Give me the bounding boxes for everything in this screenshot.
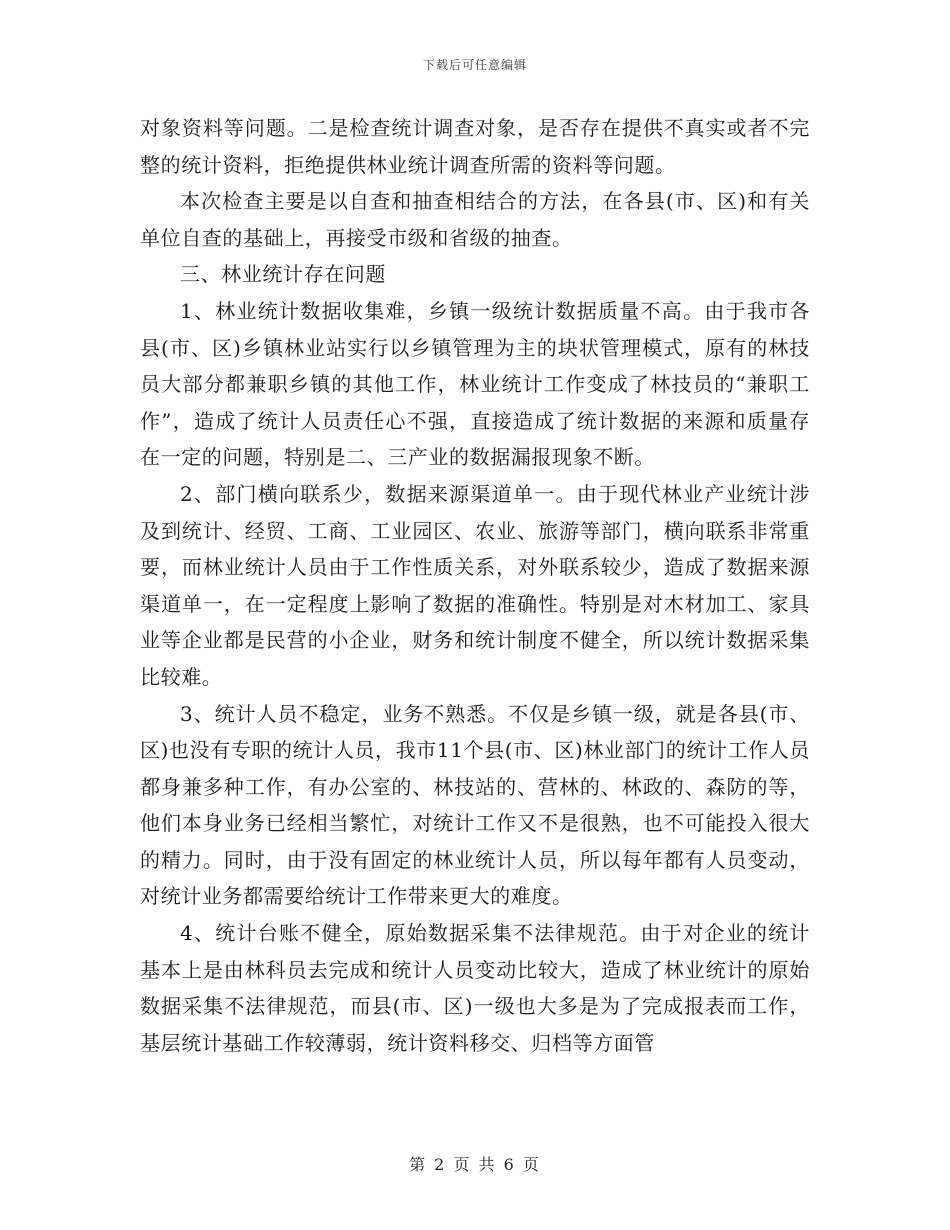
section-heading: 三、林业统计存在问题 xyxy=(180,262,386,287)
paragraph-issue-4: 4、统计台账不健全，原始数据采集不法律规范。由于对企业的统计基本上是由林科员去完成和统计人员变动比较大，造成了林业统计的原始数据采集不法律规范，而县(市、区)一级也大多是为了完成报表而工作，基层统计基础工作较薄弱，统计资料移交、归档等方面管 xyxy=(140,921,810,1055)
paragraph-issue-2: 2、部门横向联系少，数据来源渠道单一。由于现代林业产业统计涉及到统计、经贸、工商、工业园区、农业、旅游等部门，横向联系非常重要，而林业统计人员由于工作性质关系，对外联系较少，造成了数据来源渠道单一，在一定程度上影响了数据的准确性。特别是对木材加工、家具业等企业都是民营的小企业，财务和统计制度不健全，所以统计数据采集比较难。 xyxy=(140,481,810,689)
paragraph-continuation: 对象资料等问题。二是检查统计调查对象，是否存在提供不真实或者不完整的统计资料，拒绝提供林业统计调查所需的资料等问题。 xyxy=(140,116,810,177)
page-header: 下载后可任意编辑 xyxy=(422,58,527,72)
paragraph-inspection-method: 本次检查主要是以自查和抽查相结合的方法，在各县(市、区)和有关单位自查的基础上，再接受市级和省级的抽查。 xyxy=(140,189,810,250)
paragraph-issue-1: 1、林业统计数据收集难，乡镇一级统计数据质量不高。由于我市各县(市、区)乡镇林业站实行以乡镇管理为主的块状管理模式，原有的林技员大部分都兼职乡镇的其他工作，林业统计工作变成了林技员的“兼职工作”，造成了统计人员责任心不强，直接造成了统计数据的来源和质量存在一定的问题，特别是二、三产业的数据漏报现象不断。 xyxy=(140,298,810,470)
page-number: 第 2 页 共 6 页 xyxy=(409,1155,541,1174)
paragraph-issue-3: 3、统计人员不稳定，业务不熟悉。不仅是乡镇一级，就是各县(市、区)也没有专职的统计人员，我市11个县(市、区)林业部门的统计工作人员都身兼多种工作，有办公室的、林技站的、营林的、林政的、森防的等，他们本身业务已经相当繁忙，对统计工作又不是很熟，也不可能投入很大的精力。同时，由于没有固定的林业统计人员，所以每年都有人员变动，对统计业务都需要给统计工作带来更大的难度。 xyxy=(140,701,810,909)
document-body xyxy=(140,110,810,1061)
